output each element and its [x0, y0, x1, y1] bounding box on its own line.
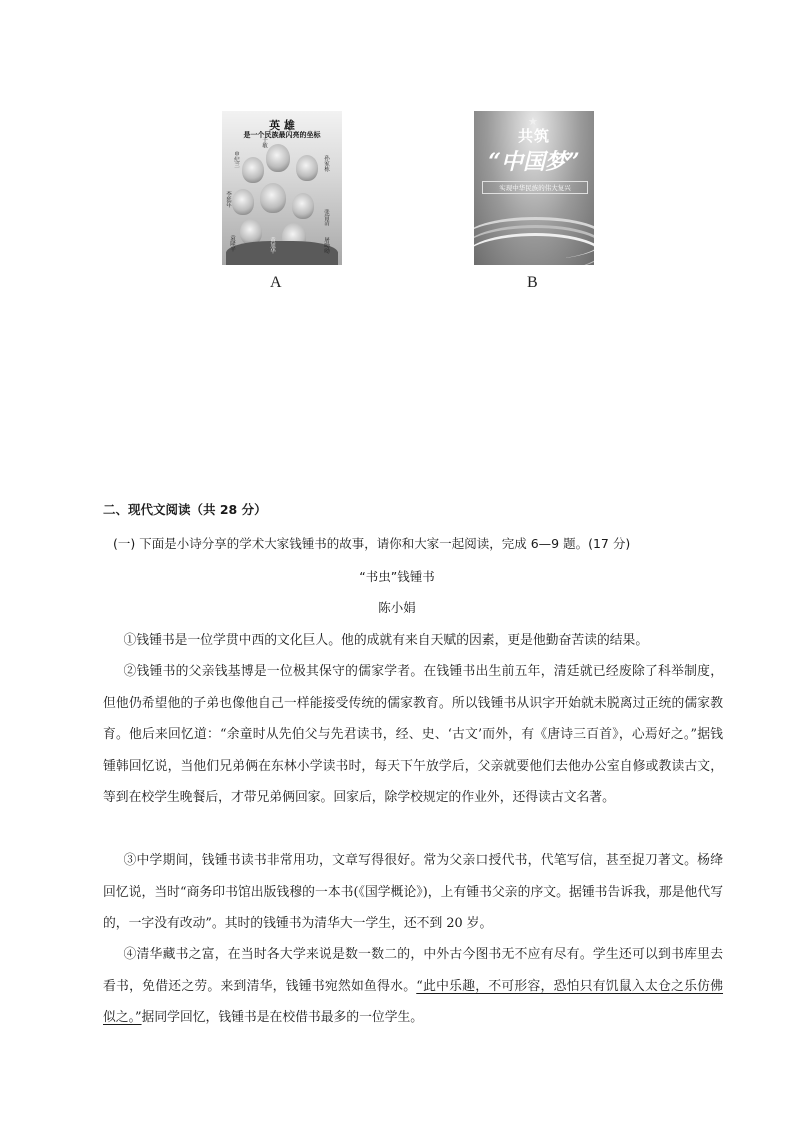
- section-title: 二、现代文阅读（共 28 分）: [103, 502, 267, 517]
- poster-a-subtitle: 是一个民族最闪亮的坐标: [243, 131, 321, 139]
- portrait-face: [266, 144, 290, 172]
- paragraph-4: [103, 939, 723, 1034]
- paragraph-1: ①钱锺书是一位学贯中西的文化巨人。他的成就有来自天赋的因素，更是他勤奋苦读的结果。: [123, 633, 649, 648]
- poster-b-subtitle: 实现中华民族的伟大复兴: [482, 181, 588, 194]
- portrait-name: 屠呦呦: [323, 237, 329, 254]
- portrait-face: [260, 183, 286, 213]
- section-subtitle: (一) 下面是小诗分享的学术大家钱锺书的故事，请你和大家一起阅读，完成 6—9 题。(17 分): [113, 536, 631, 551]
- portrait-name: 孙家栋: [323, 155, 329, 172]
- poster-b-caption: B: [527, 274, 538, 291]
- portrait-face: [296, 155, 318, 181]
- underlined-quote: “此中乐趣，不可形容，恐怕只有饥鼠入太仓之乐仿佛似之。”: [103, 978, 724, 1025]
- paragraph-2: ②钱锺书的父亲钱基博是一位极其保守的儒家学者。在钱锺书出生前五年，清廷就已经废除了科举制度，但他仍希望他的子弟也像他自己一样能接受传统的儒家教育。所以钱锺书从识字开始就未脱离过正统的儒家教育。他后来回忆道：“余童时从先伯父与先君读书，经、史、‘古文’而外，有《唐诗三百首》，心焉好之。”据钱锺韩回忆说，当他们兄弟俩在东林小学读书时，每天下午放学后，父亲就要他们去他办公室自修或教读古文，等到在校学生晚餐后，才带兄弟俩回家。回家后，除学校规定的作业外，还得读古文名著。: [103, 664, 723, 805]
- portrait-name: 张富清: [323, 209, 329, 226]
- portrait-face: [292, 193, 314, 219]
- portrait-name: 申纪兰: [233, 151, 239, 168]
- paragraph-4-text: ④清华藏书之富，在当时各大学来说是数一数二的，中外古今图书无不应有尽有。学生还可以到书库里去看书，免借还之劳。来到清华，钱锺书宛然如鱼得水。: [103, 947, 723, 994]
- poster-b-title-line1: 共筑: [517, 127, 550, 145]
- portrait-face: [242, 157, 264, 183]
- poster-a-title: 英 雄: [269, 119, 295, 132]
- portrait-face: [232, 189, 254, 215]
- ribbon-decoration: [474, 233, 594, 265]
- poster-b-image: [474, 111, 594, 265]
- portrait-name: 袁隆平: [229, 235, 235, 252]
- poster-b-title-line2: “中国梦”: [488, 149, 580, 175]
- portrait-name: 黄旭华: [269, 237, 275, 254]
- star-icon: ★: [528, 115, 538, 128]
- poster-a-caption: A: [270, 274, 282, 291]
- paragraph-4-text-end: 据同学回忆，钱锺书是在校借书最多的一位学生。: [141, 1010, 424, 1025]
- portrait-name: 李延年: [225, 191, 231, 208]
- article-author: 陈小娟: [378, 600, 416, 615]
- paragraph-3: ③中学期间，钱锺书读书非常用功，文章写得很好。常为父亲口授代书，代笔写信，甚至捉刀著文。杨绛回忆说，当时“商务印书馆出版钱穆的一本书(《国学概论》)，上有锺书父亲的序文。据锺书告诉我，那是他代写的，一字没有改动”。其时的钱锺书为清华大一学生，还不到 20 岁。: [103, 853, 723, 931]
- poster-a-image: [222, 111, 342, 265]
- portrait-name: 于敏: [261, 137, 267, 148]
- article-title: “书虫”钱锺书: [359, 569, 435, 584]
